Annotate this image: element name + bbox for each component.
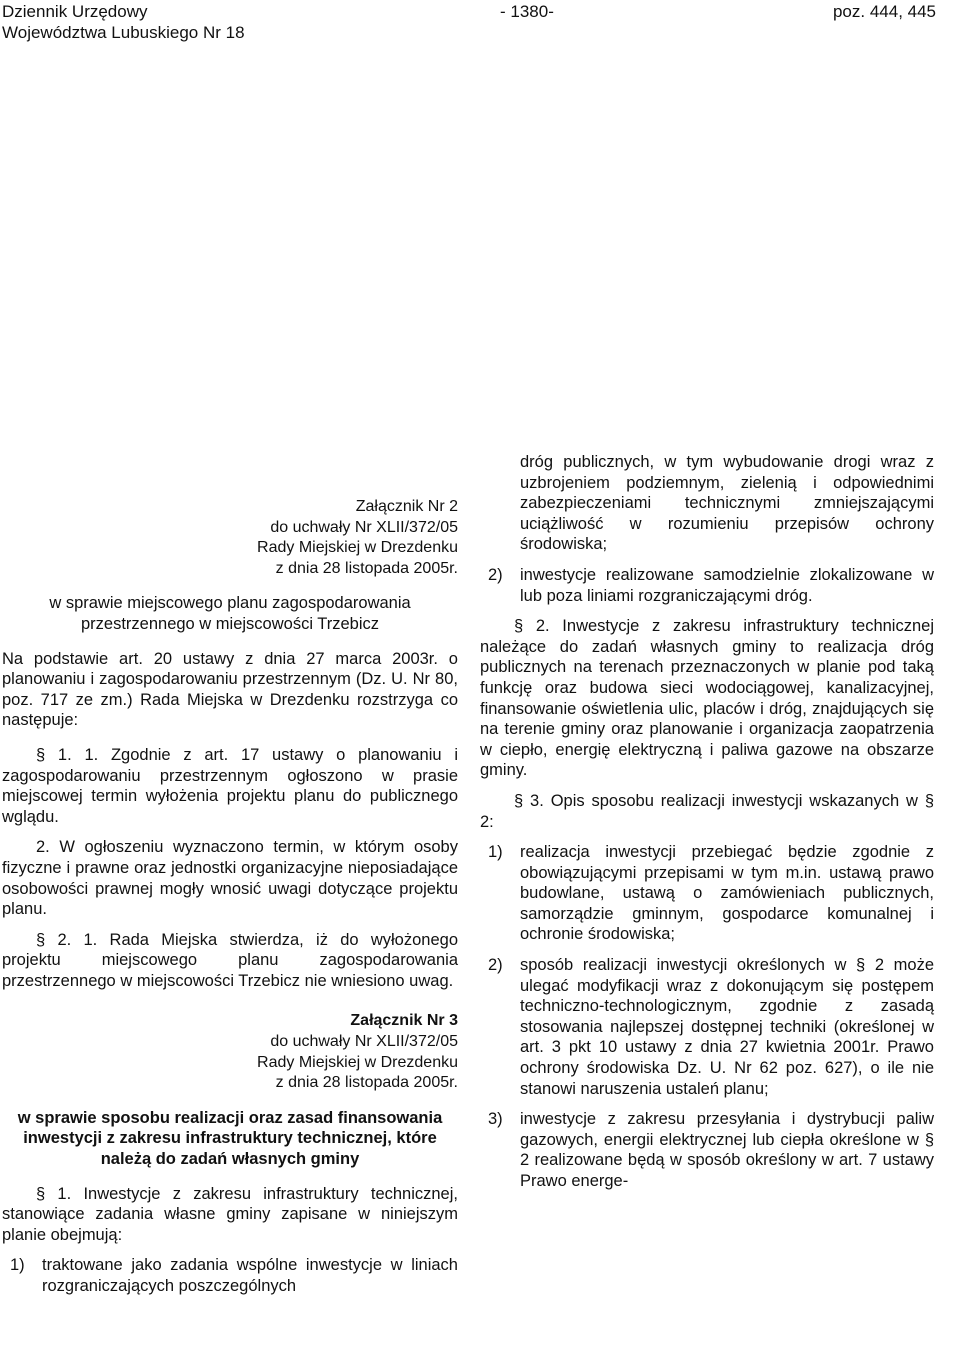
journal-title [2, 1, 245, 43]
annex3-date: z dnia 28 listopada 2005r. [275, 1074, 458, 1092]
list-text: realizacja inwestycji przebiegać będzie zgodnie z obowiązującymi przepisami w tym m.in. ustawą prawo budowlane, ustawą o zamówieniach publicznych, samorządzie gminnym, gospodarce komunalnej i ochronie środowiska; [520, 843, 934, 944]
annex3-s1-item1 [2, 1255, 458, 1296]
annex2-title [2, 593, 458, 634]
list-number: 1) [488, 843, 503, 862]
annex3-heading [2, 1011, 458, 1093]
page-number: - 1380- [500, 2, 554, 21]
annex2-number: Załącznik Nr 2 [355, 498, 458, 515]
annex2-resolution: do uchwały Nr XLII/372/05 [270, 518, 458, 536]
list-number: 2) [488, 565, 503, 584]
position-reference: poz. 444, 445 [832, 2, 936, 21]
list-number: 1) [10, 1256, 25, 1275]
annex2-council: Rady Miejskiej w Drezdenku [257, 539, 458, 557]
annex2-section1-p1: § 1. 1. Zgodnie z art. 17 ustawy o planowaniu i zagospodarowaniu przestrzennym ogłoszono w prasie miejscowej termin wyłożenia projektu planu do publicznego wglądu. [2, 745, 458, 826]
journal-issue: Województwa Lubuskiego Nr 18 [2, 23, 245, 42]
annex3-s1-item1-continued [480, 452, 934, 555]
annex3-council: Rady Miejskiej w Drezdenku [257, 1053, 458, 1071]
list-text: inwestycje realizowane samodzielnie zlokalizowane w lub poza liniami rozgraniczającymi dróg. [520, 565, 934, 605]
journal-name: Dziennik Urzędowy [2, 2, 148, 21]
list-text: inwestycje z zakresu przesyłania i dystrybucji paliw gazowych, energii elektrycznej lub ciepła określone w § 2 realizowane będą w sposób określony w art. 7 ustawy Prawo energe- [520, 1110, 934, 1190]
left-column [2, 497, 458, 1297]
list-number: 2) [488, 956, 503, 975]
list-text-continued: dróg publicznych, w tym wybudowanie drogi wraz z uzbrojeniem podziemnym, zielenią i odpowiednimi zabezpieczeniami technicznymi zmniejszającymi uciążliwość w rozumieniu przepisów ochrony środowiska; [520, 453, 934, 554]
annex2-date: z dnia 28 listopada 2005r. [275, 559, 458, 577]
annex3-section2: § 2. Inwestycje z zakresu infrastruktury technicznej należące do zadań własnych gminy to realizacja dróg publicznych na terenach przeznaczonych w planie pod taką funkcję oraz budowa sieci wodociągowej, kanalizacyjnej, finansowanie oświetlenia ulic, placów i dróg, znajdujących się na terenie gminy oraz planowanie i organizacja zaopatrzenia w ciepło, energię elektryczną i paliwa gazowe na obszarze gminy. [480, 617, 934, 780]
annex3-section3: § 3. Opis sposobu realizacji inwestycji wskazanych w § 2: [480, 791, 934, 831]
list-number: 3) [488, 1110, 503, 1129]
annex2-intro: Na podstawie art. 20 ustawy z dnia 27 marca 2003r. o planowaniu i zagospodarowaniu przestrzennym (Dz. U. Nr 80, poz. 717 ze zm.) Rada Miejska w Drezdenku rozstrzyga co następuje: [2, 649, 458, 730]
list-text: traktowane jako zadania wspólne inwestycje w liniach rozgraniczających poszczególnych [42, 1256, 458, 1295]
annex2-title-line1: w sprawie miejscowego planu zagospodarowania [49, 594, 411, 613]
annex3-s3-item1 [480, 842, 934, 945]
annex3-s3-item2 [480, 955, 934, 1099]
annex3-s3-item3 [480, 1109, 934, 1191]
annex2-heading [2, 497, 458, 579]
annex3-resolution: do uchwały Nr XLII/372/05 [270, 1033, 458, 1051]
annex3-number: Załącznik Nr 3 [350, 1012, 458, 1030]
annex3-s1-item2 [480, 565, 934, 606]
annex3-title: w sprawie sposobu realizacji oraz zasad finansowania inwestycji z zakresu infrastruktury technicznej, które należą do zadań własnych gminy [17, 1108, 443, 1169]
right-column [480, 452, 934, 1192]
annex2-section2: § 2. 1. Rada Miejska stwierdza, iż do wyłożonego projektu miejscowego planu zagospodarowania przestrzennego w miejscowości Trzebicz nie wniesiono uwag. [2, 930, 458, 990]
annex2-title-line2: przestrzennego w miejscowości Trzebicz [80, 614, 380, 633]
list-text: sposób realizacji inwestycji określonych w § 2 może ulegać modyfikacji wraz z dokonującym się postępem techniczno-technologicznym, zgodnie z zasadą stosowania najlepszej dostępnej techniki (określonej w art. 3 pkt 10 ustawy z dnia 27 kwietnia 2001r. Prawo ochrony środowiska Dz. U. Nr 62 poz. 627), o ile nie stanowi naruszenia ustaleń planu; [520, 956, 934, 1098]
annex2-section1-p2: 2. W ogłoszeniu wyznaczono termin, w którym osoby fizyczne i prawne oraz jednostki organizacyjne nieposiadające osobowości prawnej mogły wnosić uwagi dotyczące projektu planu. [2, 838, 458, 919]
annex3-section1: § 1. Inwestycje z zakresu infrastruktury technicznej, stanowiące zadania własne gminy zapisane w niniejszym planie obejmują: [2, 1184, 458, 1244]
page-header [0, 0, 960, 46]
